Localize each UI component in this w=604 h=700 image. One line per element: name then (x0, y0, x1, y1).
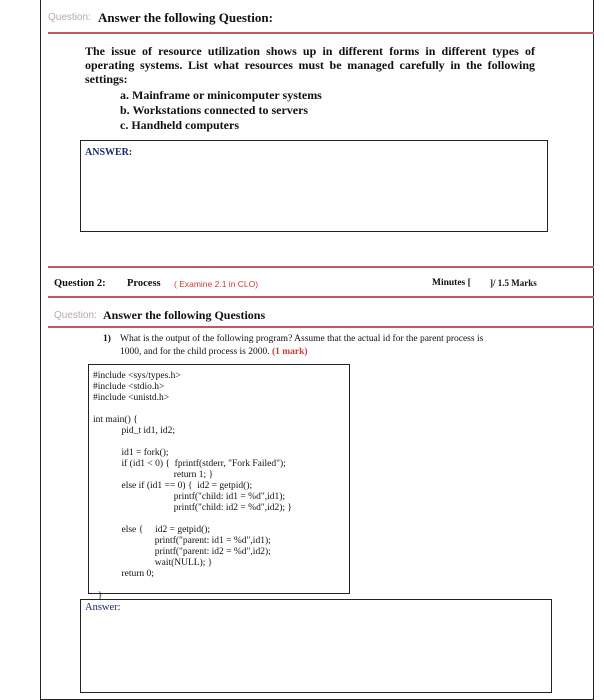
question-heading: Answer the following Questions (103, 308, 266, 322)
code-line: printf("child: id2 = %d",id2); } (93, 503, 292, 513)
list-item: b. Workstations connected to servers (120, 103, 309, 117)
item-mark: (1 mark) (271, 347, 308, 357)
code-line: if (id1 < 0) { fprintf(stderr, "Fork Failed"); (93, 459, 286, 469)
code-listing (93, 371, 292, 602)
code-line: printf("parent: id1 = %d",id1); (93, 536, 271, 546)
code-line: id1 = fork(); (93, 448, 169, 458)
code-line (93, 437, 292, 448)
list-item: c. Handheld computers (120, 118, 240, 132)
item-text: What is the output of the following program? Assume that the actual id for the parent process is (120, 334, 484, 344)
item-number: 1) (103, 334, 111, 344)
code-line: return 1; } (93, 470, 214, 480)
code-line: pid_t id1, id2; (93, 426, 176, 436)
code-line (93, 514, 292, 525)
divider (48, 296, 594, 298)
answer-box[interactable] (80, 140, 548, 232)
code-line: printf("child: id1 = %d",id1); (93, 492, 286, 502)
item-text (120, 347, 308, 357)
answer-label: Answer: (85, 602, 121, 613)
question-label: Question: (48, 12, 91, 23)
code-line: else if (id1 == 0) { id2 = getpid(); (93, 481, 253, 491)
code-line: #include <stdio.h> (93, 382, 165, 392)
code-line (93, 580, 292, 591)
code-line: printf("parent: id2 = %d",id2); (93, 547, 271, 557)
code-line: wait(NULL); } (93, 558, 213, 568)
divider (48, 32, 594, 34)
divider (48, 266, 594, 268)
answer-box[interactable] (80, 599, 552, 693)
question-body: The issue of resource utilization shows up in different forms in different types of operating systems. List what resources must be managed carefully in the following settings: (85, 44, 535, 86)
code-line: else { id2 = getpid(); (93, 525, 211, 535)
code-line: #include <sys/types.h> (93, 371, 181, 381)
question-heading: Answer the following Question: (98, 10, 273, 25)
minutes-label: Minutes [ (432, 278, 471, 288)
item-text-line: 1000, and for the child process is 2000. (120, 347, 270, 357)
divider (48, 326, 594, 328)
question-label: Question: (54, 310, 97, 321)
code-line (93, 404, 292, 415)
clo-reference: ( Examine 2.1 in CLO) (174, 279, 259, 289)
marks-label: ]/ 1.5 Marks (490, 278, 537, 288)
list-item: a. Mainframe or minicomputer systems (120, 88, 322, 102)
code-line: int main() { (93, 415, 138, 425)
question-number: Question 2: (54, 278, 106, 289)
answer-label: ANSWER: (85, 147, 133, 158)
code-line: #include <unistd.h> (93, 393, 170, 403)
code-box (88, 364, 350, 601)
question-title: Process (127, 278, 161, 289)
code-line: } (93, 591, 103, 601)
code-line: return 0; (93, 569, 154, 579)
